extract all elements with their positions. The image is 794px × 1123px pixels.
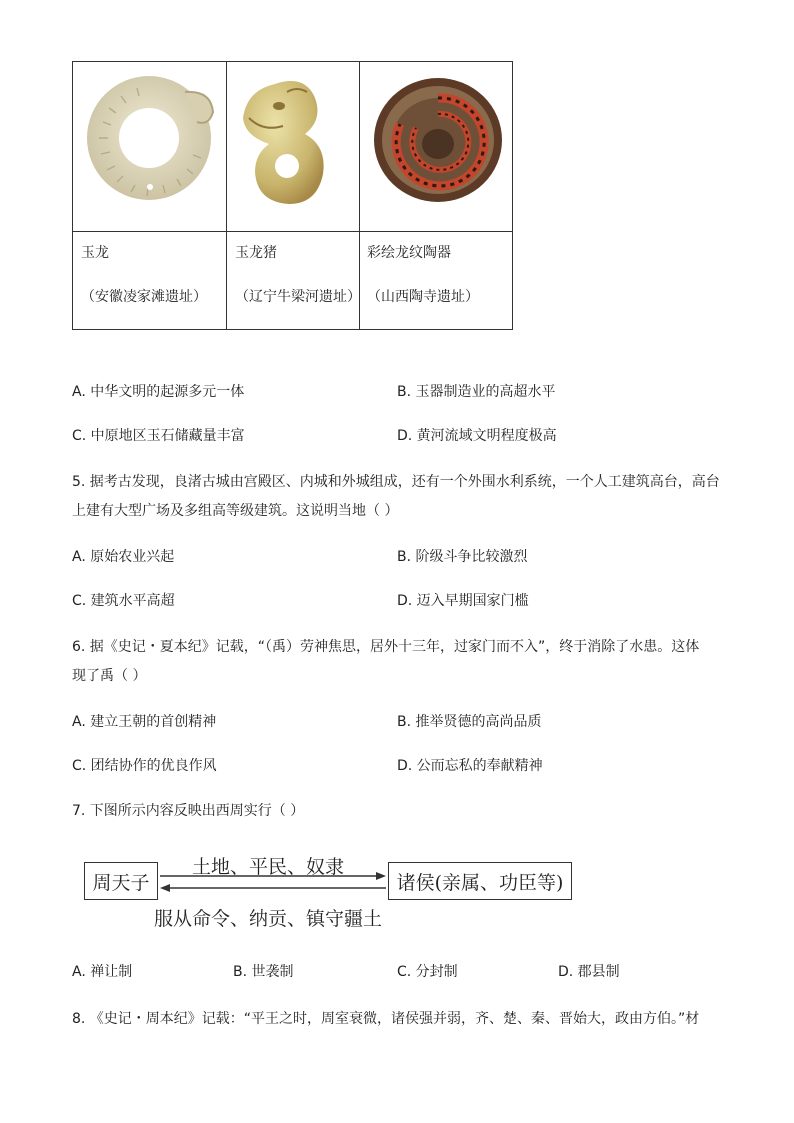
- option-b[interactable]: B. 阶级斗争比较激烈: [397, 549, 528, 565]
- option-b[interactable]: B. 世袭制: [233, 964, 294, 980]
- jade-dragon-ring-icon: [73, 62, 226, 231]
- option-c[interactable]: C. 中原地区玉石储藏量丰富: [72, 428, 245, 444]
- option-a[interactable]: A. 禅让制: [72, 964, 133, 980]
- artifact-site: （辽宁牛梁河遗址）: [235, 289, 361, 305]
- diagram-right-box: 诸侯(亲属、功臣等): [388, 862, 572, 900]
- option-c[interactable]: C. 分封制: [397, 964, 458, 980]
- artifact-name: 玉龙猪: [235, 245, 277, 261]
- option-a[interactable]: A. 建立王朝的首创精神: [72, 714, 217, 730]
- arrow-right-icon: [376, 872, 386, 880]
- question-8-stem: 8. 《史记・周本纪》记载：“平王之时，周室衰微，诸侯强并弱，齐、楚、秦、晋始大，政由方伯。”材: [72, 1011, 700, 1027]
- feudal-diagram: [80, 848, 580, 936]
- artifact-table: [72, 61, 513, 330]
- option-b[interactable]: B. 玉器制造业的高超水平: [397, 384, 556, 400]
- option-c[interactable]: C. 团结协作的优良作风: [72, 758, 217, 774]
- question-5-stem-cont: 上建有大型广场及多组高等级建筑。这说明当地（ ）: [72, 503, 399, 519]
- diagram-top-label: 土地、平民、奴隶: [192, 856, 345, 878]
- option-d[interactable]: D. 公而忘私的奉献精神: [397, 758, 543, 774]
- diagram-left-box: 周天子: [84, 862, 158, 900]
- artifact-image-cell: [360, 62, 512, 231]
- artifact-site: （山西陶寺遗址）: [367, 289, 479, 305]
- option-a[interactable]: A. 中华文明的起源多元一体: [72, 384, 245, 400]
- option-b[interactable]: B. 推举贤德的高尚品质: [397, 714, 542, 730]
- option-d[interactable]: D. 迈入早期国家门槛: [397, 593, 529, 609]
- option-d[interactable]: D. 郡县制: [558, 964, 620, 980]
- question-7-stem: 7. 下图所示内容反映出西周实行（ ）: [72, 803, 305, 819]
- question-6-stem: 6. 据《史记・夏本纪》记载，“（禹）劳神焦思，居外十三年，过家门而不入”，终于消除了水患。这体: [72, 639, 700, 655]
- painted-dragon-pottery-icon: [360, 62, 512, 231]
- question-6-stem-cont: 现了禹（ ）: [72, 668, 147, 684]
- jade-pig-dragon-icon: [227, 62, 359, 231]
- artifact-name: 彩绘龙纹陶器: [367, 245, 451, 261]
- option-c[interactable]: C. 建筑水平高超: [72, 593, 175, 609]
- option-d[interactable]: D. 黄河流域文明程度极高: [397, 428, 557, 444]
- artifact-image-cell: [73, 62, 226, 231]
- artifact-image-cell: [227, 62, 359, 231]
- question-5-stem: 5. 据考古发现，良渚古城由宫殿区、内城和外城组成，还有一个外围水利系统，一个人工建筑高台，高台: [72, 474, 720, 490]
- table-divider: [73, 231, 512, 232]
- option-a[interactable]: A. 原始农业兴起: [72, 549, 175, 565]
- arrow-left-icon: [160, 884, 170, 892]
- artifact-name: 玉龙: [81, 245, 109, 261]
- diagram-bottom-label: 服从命令、纳贡、镇守疆土: [154, 908, 383, 930]
- artifact-site: （安徽凌家滩遗址）: [81, 289, 207, 305]
